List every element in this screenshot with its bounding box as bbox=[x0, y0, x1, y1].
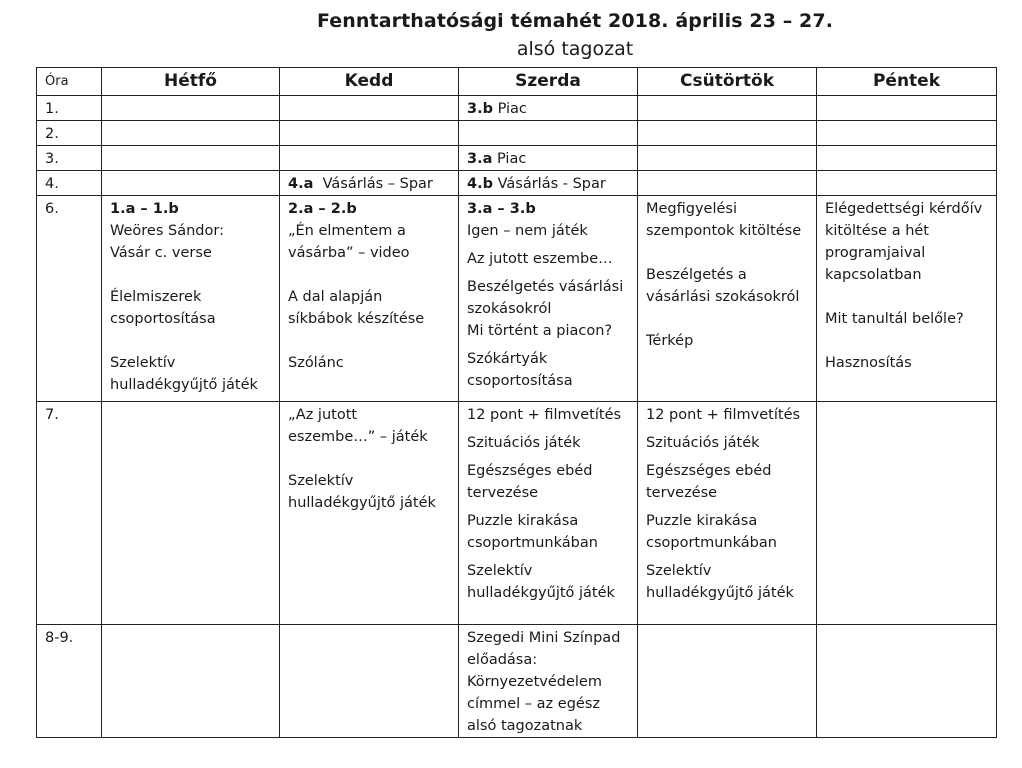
activity-line: hulladékgyűjtő játék bbox=[646, 585, 794, 601]
cell-empty bbox=[102, 625, 280, 738]
cell-empty bbox=[280, 625, 459, 738]
cell-empty bbox=[280, 96, 459, 121]
cell-szerda bbox=[459, 96, 638, 121]
activity-line: tervezése bbox=[646, 485, 718, 501]
activity-line: Mi történt a piacon? bbox=[467, 323, 613, 339]
activity-line: „Az jutott bbox=[288, 407, 358, 423]
cell-szerda bbox=[459, 402, 638, 625]
activity-line: alsó tagozatnak bbox=[467, 718, 583, 734]
page-title: Fenntarthatósági témahét 2018. április 23 – 27. bbox=[316, 10, 834, 32]
activity-line: tervezése bbox=[467, 485, 539, 501]
activity-line: csoportosítása bbox=[110, 311, 216, 327]
cell-kedd bbox=[280, 171, 459, 196]
page-subtitle: alsó tagozat bbox=[516, 38, 634, 60]
cell-empty bbox=[280, 121, 459, 146]
table-row bbox=[37, 121, 997, 146]
schedule-table bbox=[36, 67, 997, 738]
cell-empty bbox=[638, 121, 817, 146]
activity-line: Egészséges ebéd bbox=[467, 463, 593, 479]
cell-empty bbox=[102, 171, 280, 196]
activity-line: Puzzle kirakása bbox=[467, 513, 579, 529]
class-label: 3.a – 3.b bbox=[467, 201, 536, 217]
activity-line: Beszélgetés a bbox=[646, 267, 747, 283]
activity-line: csoportmunkában bbox=[646, 535, 777, 551]
cell-kedd bbox=[280, 402, 459, 625]
activity-line: síkbábok készítése bbox=[288, 311, 425, 327]
cell-empty bbox=[280, 146, 459, 171]
row-label: 4. bbox=[37, 171, 102, 196]
activity-line: Puzzle kirakása bbox=[646, 513, 758, 529]
cell-empty bbox=[817, 146, 997, 171]
table-row bbox=[37, 171, 997, 196]
activity-line: Élelmiszerek bbox=[110, 289, 202, 305]
activity-line: Elégedettségi kérdőív bbox=[825, 201, 983, 217]
activity-line: Az jutott eszembe… bbox=[467, 251, 613, 267]
cell-empty bbox=[638, 171, 817, 196]
activity-line: vásárlási szokásokról bbox=[646, 289, 800, 305]
cell-pentek bbox=[817, 196, 997, 402]
activity-line: Szelektív bbox=[467, 563, 533, 579]
class-label: 4.a bbox=[288, 176, 314, 192]
activity-line: Egészséges ebéd bbox=[646, 463, 772, 479]
activity-text: Piac bbox=[492, 101, 527, 117]
activity-line: hulladékgyűjtő játék bbox=[467, 585, 615, 601]
activity-line: előadása: bbox=[467, 652, 538, 668]
cell-empty bbox=[102, 402, 280, 625]
cell-empty bbox=[638, 146, 817, 171]
cell-empty bbox=[102, 121, 280, 146]
row-label: 7. bbox=[37, 402, 102, 625]
class-label: 3.a bbox=[467, 151, 493, 167]
activity-line: eszembe…” – játék bbox=[288, 429, 428, 445]
row-label: 6. bbox=[37, 196, 102, 402]
activity-line: Szókártyák bbox=[467, 351, 548, 367]
table-row bbox=[37, 402, 997, 625]
cell-hetfo bbox=[102, 196, 280, 402]
activity-line: A dal alapján bbox=[288, 289, 383, 305]
activity-line: 12 pont + filmvetítés bbox=[467, 407, 622, 423]
activity-line: Szituációs játék bbox=[467, 435, 581, 451]
activity-line: Szegedi Mini Színpad bbox=[467, 630, 621, 646]
cell-csutortok bbox=[638, 402, 817, 625]
table-row bbox=[37, 625, 997, 738]
activity-line: Szelektív bbox=[288, 473, 354, 489]
cell-empty bbox=[638, 625, 817, 738]
cell-szerda bbox=[459, 196, 638, 402]
cell-empty bbox=[102, 146, 280, 171]
activity-line: kapcsolatban bbox=[825, 267, 922, 283]
cell-empty bbox=[817, 96, 997, 121]
header-csutortok: Csütörtök bbox=[638, 68, 817, 96]
cell-szerda bbox=[459, 171, 638, 196]
header-ora: Óra bbox=[37, 68, 102, 96]
cell-csutortok bbox=[638, 196, 817, 402]
header-szerda: Szerda bbox=[459, 68, 638, 96]
activity-line: hulladékgyűjtő játék bbox=[110, 377, 258, 393]
activity-line: Szólánc bbox=[288, 355, 344, 371]
class-label: 2.a – 2.b bbox=[288, 201, 357, 217]
activity-line: csoportmunkában bbox=[467, 535, 598, 551]
header-pentek: Péntek bbox=[817, 68, 997, 96]
table-row bbox=[37, 196, 997, 402]
activity-line: Szituációs játék bbox=[646, 435, 760, 451]
cell-empty bbox=[638, 96, 817, 121]
class-label: 1.a – 1.b bbox=[110, 201, 179, 217]
cell-empty bbox=[817, 625, 997, 738]
activity-text: Vásárlás - Spar bbox=[492, 176, 606, 192]
row-label: 8-9. bbox=[37, 625, 102, 738]
cell-empty bbox=[817, 171, 997, 196]
activity-line: programjaival bbox=[825, 245, 926, 261]
header-kedd: Kedd bbox=[280, 68, 459, 96]
header-hetfo: Hétfő bbox=[102, 68, 280, 96]
table-row bbox=[37, 96, 997, 121]
activity-line: Környezetvédelem bbox=[467, 674, 602, 690]
activity-line: Térkép bbox=[646, 333, 694, 349]
activity-line: szempontok kitöltése bbox=[646, 223, 802, 239]
activity-line: hulladékgyűjtő játék bbox=[288, 495, 436, 511]
cell-empty bbox=[459, 121, 638, 146]
activity-line: kitöltése a hét bbox=[825, 223, 929, 239]
cell-empty bbox=[102, 96, 280, 121]
activity-line: Mit tanultál belőle? bbox=[825, 311, 964, 327]
row-label: 1. bbox=[37, 96, 102, 121]
activity-line: Vásár c. verse bbox=[110, 245, 212, 261]
cell-kedd bbox=[280, 196, 459, 402]
class-label: 3.b bbox=[467, 101, 493, 117]
activity-line: csoportosítása bbox=[467, 373, 573, 389]
class-label: 4.b bbox=[467, 176, 493, 192]
activity-line: Hasznosítás bbox=[825, 355, 912, 371]
activity-line: vásárba” – video bbox=[288, 245, 410, 261]
cell-szerda bbox=[459, 625, 638, 738]
activity-text: Vásárlás – Spar bbox=[313, 176, 433, 192]
activity-line: Megfigyelési bbox=[646, 201, 738, 217]
cell-szerda bbox=[459, 146, 638, 171]
header-row bbox=[37, 68, 997, 96]
row-label: 3. bbox=[37, 146, 102, 171]
cell-empty bbox=[817, 121, 997, 146]
activity-line: Beszélgetés vásárlási bbox=[467, 279, 624, 295]
activity-line: Igen – nem játék bbox=[467, 223, 588, 239]
row-label: 2. bbox=[37, 121, 102, 146]
activity-line: 12 pont + filmvetítés bbox=[646, 407, 801, 423]
activity-text: Piac bbox=[492, 151, 527, 167]
table-row bbox=[37, 146, 997, 171]
activity-line: Weöres Sándor: bbox=[110, 223, 224, 239]
activity-line: „Én elmentem a bbox=[288, 223, 406, 239]
activity-line: szokásokról bbox=[467, 301, 552, 317]
activity-line: Szelektív bbox=[110, 355, 176, 371]
activity-line: Szelektív bbox=[646, 563, 712, 579]
activity-line: címmel – az egész bbox=[467, 696, 600, 712]
cell-empty bbox=[817, 402, 997, 625]
